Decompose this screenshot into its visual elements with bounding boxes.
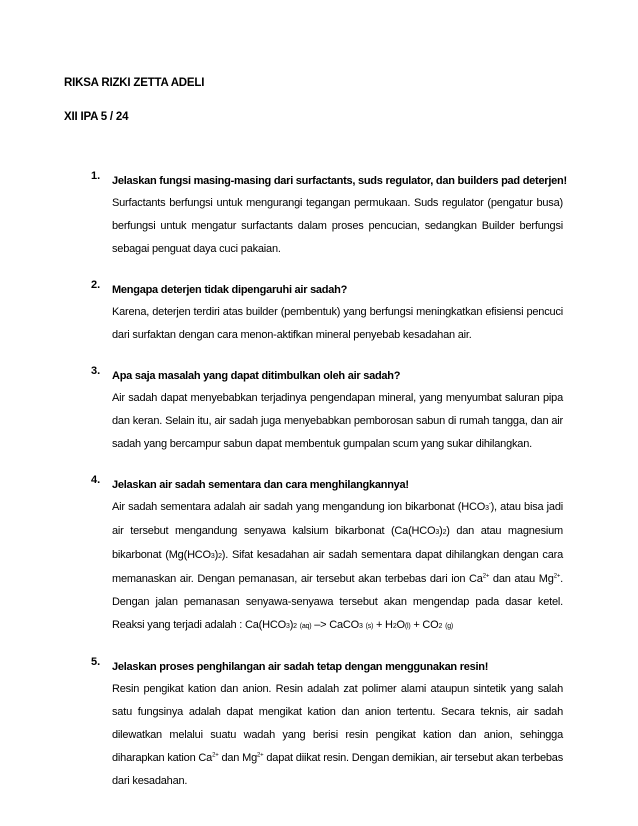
- answer-segment: ), atau bisa jadi air tersebut mengandung senyawa kalsium bikarbonat (Ca(HCO: [112, 501, 563, 537]
- question-number: 2.: [91, 279, 101, 291]
- subscript: (aq): [299, 623, 312, 630]
- answer-text: [112, 678, 563, 793]
- answer-text: Surfactants berfungsi untuk mengurangi tegangan permukaan. Suds regulator (pengatur busa) berfungsi untuk mengatur surfactants dalam proses pencucian, sedangkan Builder berfungsi sebagai penguat daya cuci pakaian.: [112, 197, 563, 255]
- question-number: 3.: [91, 365, 101, 377]
- answer-segment: ): [289, 619, 294, 631]
- class-info: XII IPA 5 / 24: [64, 111, 129, 123]
- answer-text: Air sadah dapat menyebabkan terjadinya pengendapan mineral, yang menyumbat saluran pipa dan keran. Selain itu, air sadah juga menyebabkan pemborosan sabun di rumah tangga, dan air sadah yang bercampur sabun dapat membentuk gumpalan scum yang sukar dihilangkan.: [112, 392, 563, 450]
- subscript: (l): [404, 623, 411, 630]
- superscript: 2+: [212, 752, 219, 759]
- subscript: (g): [445, 623, 454, 630]
- question-item-2: [91, 279, 563, 347]
- student-name: RIKSA RIZKI ZETTA ADELI: [64, 77, 205, 89]
- question-item-1: [91, 170, 567, 261]
- answer-segment: ): [214, 549, 219, 561]
- superscript: 2+: [257, 752, 264, 759]
- question-item-3: [91, 365, 563, 456]
- answer-segment: . Dengan jalan pemanasan senyawa-senyawa tersebut akan mengendap pada dasar ketel. Reaksi yang terjadi adalah : Ca(HCO: [112, 573, 563, 631]
- question-text: Jelaskan fungsi masing-masing dari surfactants, suds regulator, dan builders pad deterjen!: [112, 175, 567, 187]
- subscript: 3: [285, 623, 290, 630]
- answer-segment: Air sadah sementara adalah air sadah yang mengandung ion bikarbonat (HCO: [112, 501, 486, 513]
- answer-segment: dapat diikat resin. Dengan demikian, air tersebut akan terbebas dari kesadahan.: [112, 752, 563, 787]
- subscript: (s): [365, 623, 374, 630]
- question-text: Apa saja masalah yang dapat ditimbulkan oleh air sadah?: [112, 370, 401, 382]
- subscript: 2: [218, 553, 222, 560]
- question-item-5: [91, 656, 563, 793]
- answer-segment: ) dan atau magnesium bikarbonat (Mg(HCO: [112, 525, 563, 561]
- answer-segment: Resin pengikat kation dan anion. Resin adalah zat polimer alami ataupun sintetik yang salah satu fungsinya adalah dapat mengikat kation dan anion tertentu. Secara teknis, air sadah dilewatkan melalui suatu wadah yang berisi resin pengikat kation dan anion, sehingga diharapkan kation Ca: [112, 683, 563, 764]
- subscript: 3: [359, 623, 363, 630]
- answer-segment: ): [439, 525, 443, 537]
- answer-segment: O: [396, 619, 405, 631]
- answer-segment: dan Mg: [218, 752, 257, 764]
- answer-text: [112, 496, 563, 638]
- question-item-4: [91, 474, 563, 638]
- question-number: 5.: [91, 656, 101, 668]
- answer-segment: ). Sifat kesadahan air sadah sementara dapat dihilangkan dengan cara memanaskan air. Dengan pemanasan, air tersebut akan terbebas dari ion Ca: [112, 549, 563, 585]
- subscript: 2: [392, 623, 397, 630]
- question-number: 4.: [91, 474, 101, 486]
- question-number: 1.: [91, 170, 101, 182]
- answer-segment: dan atau Mg: [489, 573, 554, 585]
- question-text: Jelaskan proses penghilangan air sadah tetap dengan menggunakan resin!: [112, 661, 489, 673]
- answer-segment: + H: [373, 619, 393, 631]
- subscript: 2: [293, 623, 297, 630]
- answer-text: Karena, deterjen terdiri atas builder (pembentuk) yang berfungsi meningkatkan efisiensi pencuci dari surfaktan dengan cara menon-aktifkan mineral penyebab kesadahan air.: [112, 306, 563, 341]
- question-text: Jelaskan air sadah sementara dan cara menghilangkannya!: [112, 479, 409, 491]
- subscript: 3: [210, 553, 215, 560]
- question-list: [91, 170, 567, 811]
- question-text: Mengapa deterjen tidak dipengaruhi air sadah?: [112, 284, 348, 296]
- subscript: 3: [435, 529, 440, 536]
- superscript: 2+: [482, 573, 490, 580]
- superscript: 2+: [553, 573, 561, 580]
- subscript: 2: [442, 529, 447, 536]
- subscript: 3: [485, 505, 489, 512]
- subscript: 2: [438, 623, 443, 630]
- answer-segment: –> CaCO: [311, 619, 359, 631]
- answer-segment: + CO: [410, 619, 439, 631]
- superscript: -: [488, 501, 491, 508]
